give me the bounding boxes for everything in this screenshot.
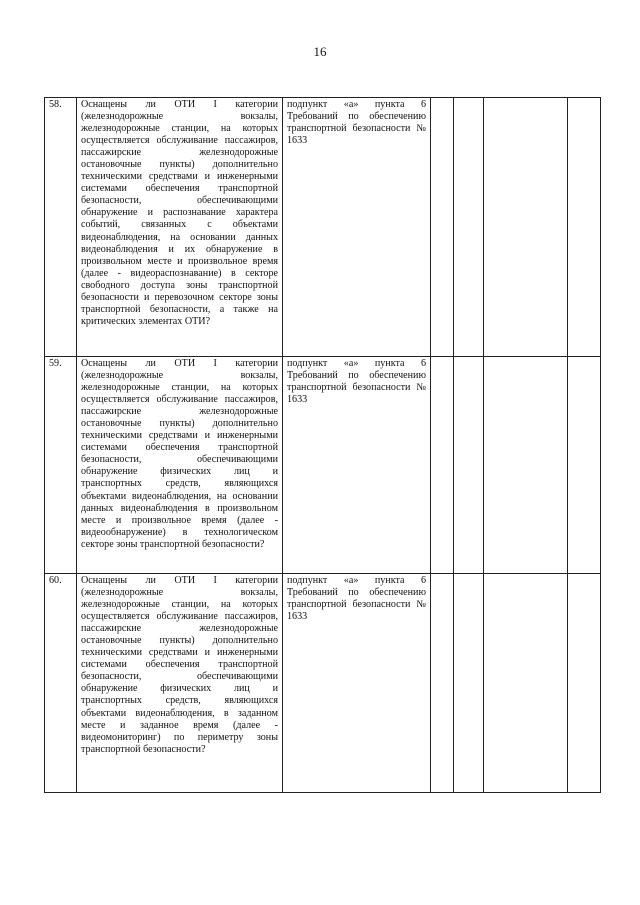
- normative-reference: подпункт «а» пункта 6 Требований по обеспечению транспортной безопасности № 1633: [283, 574, 431, 793]
- answer-na-cell: [484, 357, 568, 574]
- row-number: 60.: [45, 574, 77, 793]
- answer-no-cell: [454, 98, 484, 357]
- normative-reference: подпункт «а» пункта 6 Требований по обеспечению транспортной безопасности № 1633: [283, 357, 431, 574]
- answer-na-cell: [484, 574, 568, 793]
- question-text: Оснащены ли ОТИ I категории (железнодорожные вокзалы, железнодорожные станции, на которых осуществляется обслуживание пассажиров, пассажирские железнодорожные остановочные пункты) дополнительно техническими средствами и инженерными системами обеспечения транспортной безопасности, обеспечивающими обнаружение и распознавание характера событий, связанных с объектами видеонаблюдения, на основании данных видеонаблюдения и их обнаружение в произвольном месте и произвольное время (далее - видеораспознавание) в секторе свободного доступа зоны транспортной безопасности и перевозочном секторе зоны транспортной безопасности, а также на критических элементах ОТИ?: [77, 98, 283, 357]
- answer-no-cell: [454, 574, 484, 793]
- answer-na-cell: [484, 98, 568, 357]
- row-number: 59.: [45, 357, 77, 574]
- answer-yes-cell: [431, 357, 454, 574]
- page-number: 16: [313, 44, 327, 59]
- table-row: [45, 98, 601, 357]
- answer-no-cell: [454, 357, 484, 574]
- answer-yes-cell: [431, 574, 454, 793]
- question-text: Оснащены ли ОТИ I категории (железнодорожные вокзалы, железнодорожные станции, на которых осуществляется обслуживание пассажиров, пассажирские железнодорожные остановочные пункты) дополнительно техническими средствами и инженерными системами обеспечения транспортной безопасности, обеспечивающими обнаружение физических лиц и транспортных средств, являющихся объектами видеонаблюдения, на основании данных видеонаблюдения в произвольном месте и произвольное время (далее - видеообнаружение) в технологическом секторе зоны транспортной безопасности?: [77, 357, 283, 574]
- notes-cell: [568, 357, 601, 574]
- question-text: Оснащены ли ОТИ I категории (железнодорожные вокзалы, железнодорожные станции, на которых осуществляется обслуживание пассажиров, пассажирские железнодорожные остановочные пункты) дополнительно техническими средствами и инженерными системами обеспечения транспортной безопасности, обеспечивающими обнаружение физических лиц и транспортных средств, являющихся объектами видеонаблюдения, в заданном месте и заданное время (далее - видеомониторинг) по периметру зоны транспортной безопасности?: [77, 574, 283, 793]
- table-row: [45, 357, 601, 574]
- table-row: [45, 574, 601, 793]
- notes-cell: [568, 574, 601, 793]
- row-number: 58.: [45, 98, 77, 357]
- normative-reference: подпункт «а» пункта 6 Требований по обеспечению транспортной безопасности № 1633: [283, 98, 431, 357]
- notes-cell: [568, 98, 601, 357]
- checklist-table: [44, 97, 601, 793]
- answer-yes-cell: [431, 98, 454, 357]
